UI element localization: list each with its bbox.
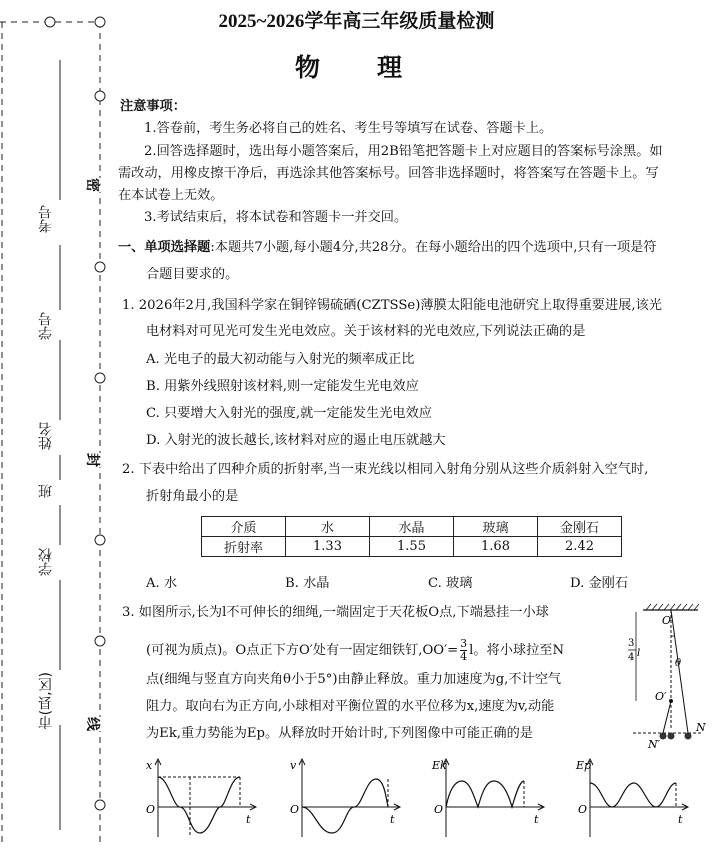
graph-origin: O bbox=[146, 803, 156, 816]
notice-item: 1.答卷前，考生务必将自己的姓名、考生号等填写在试卷、答题卡上。 bbox=[144, 121, 553, 136]
graph-origin: O bbox=[434, 803, 444, 816]
graph-xlabel: t bbox=[534, 813, 539, 826]
table-cell: 水晶 bbox=[370, 517, 454, 537]
label-N: N bbox=[696, 721, 706, 734]
graph-xlabel: t bbox=[678, 813, 683, 826]
q2-stem-line2: 折射角最小的是 bbox=[146, 489, 239, 504]
table-row bbox=[202, 537, 622, 557]
q1-option-c: C. 只要增大入射光的强度,就一定能发生光电效应 bbox=[146, 406, 432, 421]
refractive-index-table bbox=[201, 516, 622, 557]
field-label-city: 市(县,区) bbox=[38, 672, 54, 730]
binding-hole bbox=[95, 636, 105, 646]
graph-d bbox=[572, 757, 697, 842]
label-theta: θ bbox=[675, 658, 682, 669]
len-var: l bbox=[637, 648, 641, 659]
table-cell: 折射率 bbox=[202, 537, 286, 557]
label-N-prime: N′ bbox=[648, 738, 661, 750]
graph-origin: O bbox=[578, 803, 588, 816]
label-O-prime: O′ bbox=[655, 690, 667, 703]
field-label-xuehao: 学号 bbox=[38, 312, 54, 340]
section-intro-text: :本题共7小题,每小题4分,共28分。在每小题给出的四个选项中,只有一项是符 bbox=[210, 240, 657, 255]
table-cell: 介质 bbox=[202, 517, 286, 537]
pendulum-figure bbox=[628, 600, 713, 750]
notice-item: 2.回答选择题时，选出每小题答案后，用2B铅笔把答题卡上对应题目的答案标号涂黑。如 bbox=[144, 144, 663, 159]
table-cell: 金刚石 bbox=[538, 517, 622, 537]
label-O: O bbox=[662, 614, 672, 627]
fraction bbox=[460, 638, 467, 663]
q1-option-d: D. 入射光的波长越长,该材料对应的遏止电压就越大 bbox=[146, 433, 446, 448]
section-intro-line2: 合题目要求的。 bbox=[146, 267, 239, 282]
notice-item: 在本试卷上无效。 bbox=[118, 188, 224, 203]
section-heading: 一、单项选择题 bbox=[118, 240, 211, 255]
graph-ylabel: Ek bbox=[432, 759, 447, 772]
q3-text: l。将小球拉至N bbox=[469, 643, 565, 658]
q1-stem: 1. 2026年2月,我国科学家在铜锌锡硫硒(CZTSSe)薄膜太阳能电池研究上取得重要进展,该光 bbox=[122, 298, 662, 313]
q3-stem-line3: 点(细绳与竖直方向夹角θ小于5°)由静止释放。重力加速度为g,不计空气 bbox=[146, 672, 562, 687]
graph-b bbox=[284, 757, 409, 842]
field-label-kaohao: 考号 bbox=[38, 205, 54, 233]
len-frac-num: 3 bbox=[628, 638, 635, 649]
q2-option-b: B. 水晶 bbox=[285, 576, 330, 591]
graph-a bbox=[140, 757, 265, 842]
graph-ylabel: v bbox=[290, 759, 297, 772]
q2-option-c: C. 玻璃 bbox=[428, 576, 473, 591]
graph-ylabel: x bbox=[146, 759, 153, 772]
subject-title: 物 理 bbox=[294, 53, 418, 82]
q1-option-a: A. 光电子的最大初动能与入射光的频率成正比 bbox=[146, 352, 415, 367]
table-cell: 玻璃 bbox=[454, 517, 538, 537]
notice-item: 3.考试结束后，将本试卷和答题卡一并交回。 bbox=[144, 210, 408, 225]
binding-hole bbox=[95, 535, 105, 545]
seal-mark-mi: 密 bbox=[83, 178, 103, 192]
binding-hole bbox=[95, 373, 105, 383]
table-cell: 1.55 bbox=[370, 537, 454, 557]
q1-option-b: B. 用紫外线照射该材料,则一定能发生光电效应 bbox=[146, 379, 419, 394]
q1-stem-line2: 电材料对可见光可发生光电效应。关于该材料的光电效应,下列说法正确的是 bbox=[146, 324, 586, 339]
len-frac-den: 4 bbox=[628, 652, 635, 663]
q2-option-d: D. 金刚石 bbox=[570, 576, 629, 591]
field-label-class: 班 bbox=[38, 484, 54, 498]
table-cell: 2.42 bbox=[538, 537, 622, 557]
notice-item: 需改动，用橡皮擦干净后，再选涂其他答案标号。回答非选择题时，将答案写在答题卡上。写 bbox=[118, 166, 659, 181]
field-label-name: 姓名 bbox=[38, 422, 54, 450]
table-row bbox=[202, 517, 622, 537]
q3-stem-line5: 为Ek,重力势能为Ep。从释放时开始计时,下列图像中可能正确的是 bbox=[146, 726, 533, 741]
q2-stem: 2. 下表中给出了四种介质的折射率,当一束光线以相同入射角分别从这些介质斜射入空气时, bbox=[122, 462, 649, 477]
table-cell: 1.68 bbox=[454, 537, 538, 557]
exam-title: 2025~2026学年高三年级质量检测 bbox=[218, 11, 495, 32]
fraction-numerator: 3 bbox=[460, 637, 468, 650]
table-cell: 1.33 bbox=[286, 537, 370, 557]
seal-mark-xian: 线 bbox=[83, 717, 103, 731]
graph-ylabel: Ep bbox=[576, 759, 592, 772]
binding-hole bbox=[95, 91, 105, 101]
q3-stem-line2 bbox=[146, 638, 564, 663]
graph-c bbox=[428, 757, 553, 842]
graph-origin: O bbox=[290, 803, 300, 816]
seal-mark-feng: 封 bbox=[83, 453, 103, 467]
graph-xlabel: t bbox=[246, 813, 251, 826]
q3-stem-line4: 阻力。取向右为正方向,小球相对平衡位置的水平位移为x,速度为v,动能 bbox=[146, 699, 555, 714]
binding-hole bbox=[95, 262, 105, 272]
section-intro bbox=[118, 239, 657, 257]
field-label-school: 学校 bbox=[38, 548, 54, 576]
binding-margin bbox=[0, 0, 110, 845]
q2-option-a: A. 水 bbox=[146, 576, 178, 591]
table-cell: 水 bbox=[286, 517, 370, 537]
binding-hole bbox=[95, 800, 105, 810]
q3-text: (可视为质点)。O点正下方O′处有一固定细铁钉,OO′= bbox=[146, 643, 459, 658]
fraction-denominator: 4 bbox=[460, 650, 468, 663]
q3-stem: 3. 如图所示,长为l不可伸长的细绳,一端固定于天花板O点,下端悬挂一小球 bbox=[122, 605, 549, 620]
graph-xlabel: t bbox=[390, 813, 395, 826]
notice-heading: 注意事项： bbox=[120, 99, 186, 114]
